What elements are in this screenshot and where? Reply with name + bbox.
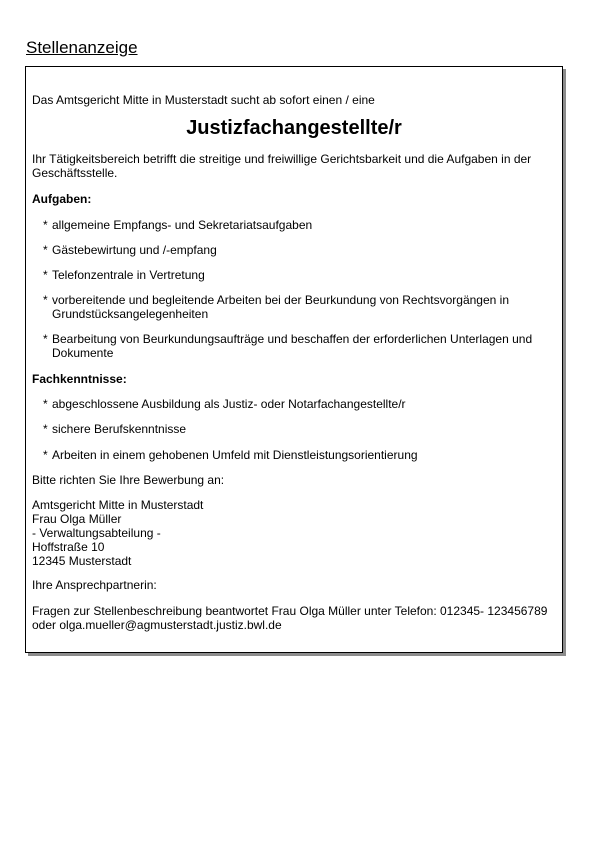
description-line-2: Geschäftsstelle. [32, 166, 118, 180]
bullet-star: * [43, 422, 48, 436]
contact-heading: Ihre Ansprechpartnerin: [32, 578, 157, 592]
bullet-star: * [43, 218, 48, 232]
task-item [43, 243, 217, 257]
intro-text: Das Amtsgericht Mitte in Musterstadt sucht ab sofort einen / eine [32, 93, 375, 107]
task-item-text: Bearbeitung von Beurkundungsaufträge und beschaffen der erforderlichen Unterlagen und [52, 332, 533, 346]
bullet-star: * [43, 332, 48, 346]
address-line: Amtsgericht Mitte in Musterstadt [32, 498, 204, 512]
skills-heading: Fachkenntnisse: [32, 372, 127, 386]
bullet-star: * [43, 268, 48, 282]
bullet-star: * [43, 397, 48, 411]
skill-item-text: sichere Berufskenntnisse [52, 422, 187, 436]
task-item [43, 268, 205, 282]
tasks-heading: Aufgaben: [32, 192, 92, 206]
task-item [43, 218, 312, 232]
skill-item-text: Arbeiten in einem gehobenen Umfeld mit Dienstleistungsorientierung [52, 448, 418, 462]
address-line: Hoffstraße 10 [32, 540, 105, 554]
contact-line: Fragen zur Stellenbeschreibung beantwortet Frau Olga Müller unter Telefon: 012345- 123456789 [32, 604, 548, 618]
bullet-star: * [43, 243, 48, 257]
description-line-1: Ihr Tätigkeitsbereich betrifft die streitige und freiwillige Gerichtsbarkeit und die Aufgaben in der [32, 152, 532, 166]
bullet-star: * [43, 448, 48, 462]
task-item-continuation: Dokumente [52, 346, 114, 360]
contact-line: oder olga.mueller@agmusterstadt.justiz.bwl.de [32, 618, 282, 632]
task-item [43, 332, 532, 360]
address-line: 12345 Musterstadt [32, 554, 132, 568]
job-advertisement-box [25, 66, 563, 653]
page-heading: Stellenanzeige [26, 38, 138, 57]
skill-item [43, 422, 186, 436]
address-line: - Verwaltungsabteilung - [32, 526, 161, 540]
task-item-text: allgemeine Empfangs- und Sekretariatsaufgaben [52, 218, 313, 232]
job-title: Justizfachangestellte/r [186, 117, 402, 139]
address-line: Frau Olga Müller [32, 512, 122, 526]
task-item-text: Gästebewirtung und /-empfang [52, 243, 217, 257]
bullet-star: * [43, 293, 48, 307]
skill-item-text: abgeschlossene Ausbildung als Justiz- oder Notarfachangestellte/r [52, 397, 406, 411]
task-item-continuation: Grundstücksangelegenheiten [52, 307, 209, 321]
application-prompt: Bitte richten Sie Ihre Bewerbung an: [32, 473, 225, 487]
skill-item [43, 448, 418, 462]
skill-item [43, 397, 406, 411]
task-item-text: Telefonzentrale in Vertretung [52, 268, 205, 282]
task-item-text: vorbereitende und begleitende Arbeiten bei der Beurkundung von Rechtsvorgängen in [52, 293, 509, 307]
task-item [43, 293, 509, 321]
